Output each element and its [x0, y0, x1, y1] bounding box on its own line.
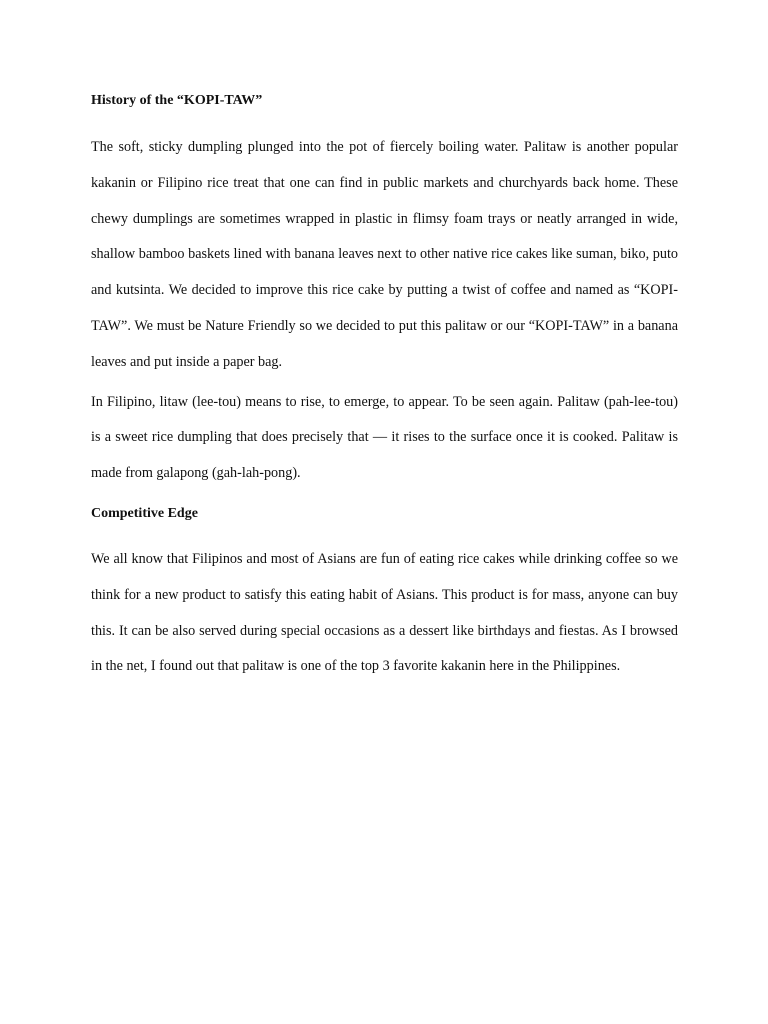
paragraph-history: The soft, sticky dumpling plunged into the pot of fiercely boiling water. Palitaw is another popular kakanin or Filipino rice treat that one can find in public markets and churchyards back home. These chewy dumplings are sometimes wrapped in plastic in flimsy foam trays or neatly arranged in wide, shallow bamboo baskets lined with banana leaves next to other native rice cakes like suman, biko, puto and kutsinta. We decided to improve this rice cake by putting a twist of coffee and named as “KOPI-TAW”. We must be Nature Friendly so we decided to put this palitaw or our “KOPI-TAW” in a banana leaves and put inside a paper bag. [91, 139, 678, 370]
document-body [91, 91, 678, 685]
section-heading-competitive-edge: Competitive Edge [91, 505, 198, 521]
section-heading-history: History of the “KOPI-TAW” [91, 93, 263, 108]
paragraph-litaw-meaning: In Filipino, litaw (lee-tou) means to rise, to emerge, to appear. To be seen again. Palitaw (pah-lee-tou) is a sweet rice dumpling that does precisely that — it rises to the surface once it is cooked. Palitaw is made from galapong (gah-lah-pong). [91, 393, 678, 482]
paragraph-competitive-edge: We all know that Filipinos and most of Asians are fun of eating rice cakes while drinking coffee so we think for a new product to satisfy this eating habit of Asians. This product is for mass, anyone can buy this. It can be also served during special occasions as a dessert like birthdays and fiestas. As I browsed in the net, I found out that palitaw is one of the top 3 favorite kakanin here in the Philippines. [91, 550, 678, 675]
